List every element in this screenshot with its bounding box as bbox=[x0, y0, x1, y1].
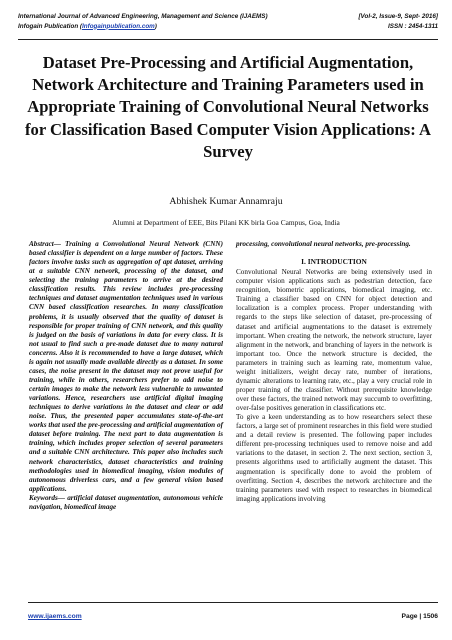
keywords-continued: processing, convolutional neural networks, pre-processing. bbox=[236, 240, 411, 248]
abstract-text: Training a Convolutional Neural Network (CNN) based classifier is dependent on a large number of factors. These factors involve tasks such as aggregation of apt dataset, arriving at a suitable CNN network, processing of the dataset, and selecting the training parameters to arrive at the desired classification results. This review includes pre-processing techniques and dataset augmentation techniques used in various CNN based classification researches. In many classification problems, it is usually observed that the quality of dataset is responsible for proper training of CNN network, and this quality is judged on the basis of variations in data for every class. It is not usual to find such a pre-made dataset due to many natural concerns. Also it is recommended to have a large dataset, which is again not usually made available directly as a dataset. In some cases, the noise present in the dataset may not prove useful for training, while in others, researchers prefer to add noise to certain images to make the network less vulnerable to unwanted variations. Hence, researchers use artificial digital imaging techniques to derive variations in the dataset and clear or add noise. Thus, the presented paper accumulates state-of-the-art works that used the pre-processing and artificial augmentation of dataset before training. The next part to data augmentation is training, which includes proper selection of several parameters and a suitable CNN architecture. This paper also includes such network characteristics, dataset characteristics and training methodologies used in biomedical imaging, vision modules of autonomous driverless cars, and a few general vision based applications. bbox=[29, 240, 224, 493]
paper-title: Dataset Pre-Processing and Artificial Augmentation, Network Architecture and Training Parameters used in Appropriate Training of Convolutional Neural Networks for Classification Based Computer Vision Applications: A Survey bbox=[25, 53, 431, 161]
journal-header bbox=[18, 12, 438, 50]
introduction bbox=[236, 268, 432, 504]
page-footer bbox=[28, 602, 438, 620]
volume-info: [Vol-2, Issue-9, Sept- 2016] bbox=[358, 13, 438, 20]
page-number: Page | 1506 bbox=[401, 613, 438, 620]
intro-paragraph: To give a keen understanding as to how researchers select these factors, a large set of prominent researches in this field were studied and a detail review is presented. The following paper includes different pre-processing techniques used to remove noise and add variations to the dataset, in section 2. The next section, section 3, presents algorithms used to artificially augment the dataset. This augmentation is specifically done to avoid the problem of overfitting. Section 4, describes the network architecture and the training parameters used with respect to researches in biomedical imaging applications involving bbox=[236, 413, 432, 503]
keywords-label: Keywords bbox=[29, 493, 58, 502]
journal-name: International Journal of Advanced Engineering, Management and Science (IJAEMS) bbox=[18, 13, 268, 20]
publisher-line: Infogain Publication (Infogainpublication.com) bbox=[18, 22, 157, 30]
author-name: Abhishek Kumar Annamraju bbox=[169, 196, 283, 207]
header-rule bbox=[18, 39, 438, 40]
journal-site-link[interactable]: www.ijaems.com bbox=[28, 613, 82, 620]
section-heading: I. INTRODUCTION bbox=[301, 257, 367, 267]
issn: ISSN : 2454-1311 bbox=[388, 22, 438, 30]
publisher-link[interactable]: Infogainpublication.com bbox=[82, 22, 155, 30]
keywords: Keywords— artificial dataset augmentation, autonomous vehicle navigation, biomedical image bbox=[29, 493, 223, 511]
keywords-text: artificial dataset augmentation, autonomous vehicle navigation, biomedical image bbox=[29, 493, 223, 511]
abstract-label: Abstract bbox=[29, 240, 54, 248]
left-column bbox=[29, 240, 223, 512]
footer-rule bbox=[28, 602, 438, 603]
author-affiliation: Alumni at Department of EEE, Bits Pilani KK birla Goa Campus, Goa, India bbox=[112, 218, 340, 227]
intro-paragraph: Convolutional Neural Networks are being extensively used in computer vision applications such as pedestrian detection, face recognition, biometric applications, biomedical imaging, etc. Training a classifier based on CNN for object detection and localization is a complex process. Proper understanding with regards to the steps like selection of dataset, pre-processing of dataset and artificial augmentations to the dataset is extremely important. When creating the network, the network structure, layer alignment in the network, and branching of layers in the network is important too. Once the network structure is decided, the parameters in training such as learning rate, momentum value, weight initializers, weight decay rate, number of iterations, dynamic alterations to learning rate, etc., play a very crucial role in proper training of the classifier. Without prerequisite knowledge over these factors, the trained network may succumb to overfitting, over-false positives generation in classifications etc. bbox=[236, 268, 432, 413]
abstract: Abstract— Training a Convolutional Neural Network (CNN) based classifier is dependent on a large number of factors. These factors involve tasks such as aggregation of apt dataset, arriving at a suitable CNN network, processing of the dataset, and selecting the training parameters to arrive at the desired classification results. This review includes pre-processing techniques and dataset augmentation techniques used in various CNN based classification researches. In many classification problems, it is usually observed that the quality of dataset is responsible for proper training of CNN network, and this quality is judged on the basis of variations in data for every class. It is not usual to find such a pre-made dataset due to many natural concerns. Also it is recommended to have a large dataset, which is again not usually made available directly as a dataset. In some cases, the noise present in the dataset may not prove useful for training, while in others, researchers prefer to add noise to certain images to make the network less vulnerable to unwanted variations. Hence, researchers use artificial digital imaging techniques to derive variations in the dataset and clear or add noise. Thus, the presented paper accumulates state-of-the-art works that used the pre-processing and artificial augmentation of dataset before training. The next part to data augmentation is training, which includes proper selection of several parameters and a suitable CNN architecture. This paper also includes such network characteristics, dataset characteristics and training methodologies used in biomedical imaging, vision modules of autonomous driverless cars, and a few general vision based applications. bbox=[29, 240, 224, 493]
right-column bbox=[236, 240, 432, 504]
